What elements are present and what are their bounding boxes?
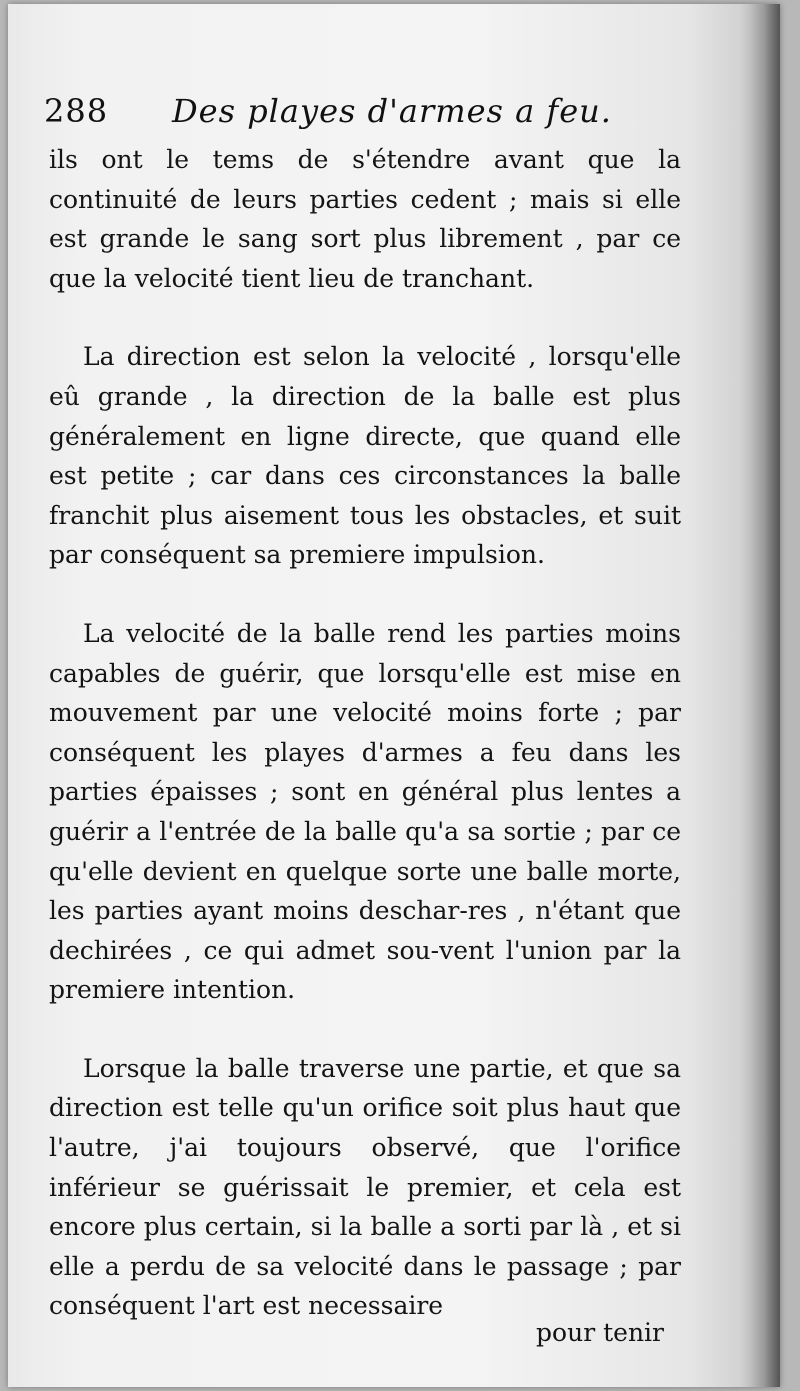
catchword: pour tenir <box>536 1318 664 1347</box>
paragraph-gap <box>49 575 681 614</box>
paragraph-velocity: La velocité de la balle rend les parties moins capables de guérir, que lorsqu'elle est mise en mouvement par une velocité moins forte ; par conséquent les playes d'armes a feu dans les parties épaisses ; sont en général plus lentes a guérir a l'entrée de la balle qu'a sa sortie ; par ce qu'elle devient en quelque sorte une balle morte, les parties ayant moins deschar-res , n'étant que dechirées , ce qui admet sou-vent l'union par la premiere intention. <box>49 618 681 1005</box>
running-title: Des playes d'armes a feu. <box>172 92 612 130</box>
binding-shadow <box>740 4 780 1387</box>
paragraph-direction: La direction est selon la velocité , lorsqu'elle eû grande , la direction de la balle est plus généralement en ligne directe, que quand elle est petite ; car dans ces circonstances la balle franchit plus aisement tous les obstacles, et suit par conséquent sa premiere impulsion. <box>49 342 681 570</box>
body-text <box>49 140 681 1326</box>
page-header <box>44 92 664 140</box>
book-page <box>8 4 780 1387</box>
paragraph-gap <box>49 1010 681 1049</box>
paragraph-continuation: ils ont le tems de s'étendre avant que la continuité de leurs parties cedent ; mais si elle est grande le sang sort plus librement , par ce que la velocité tient lieu de tranchant. <box>49 145 681 293</box>
paragraph-gap <box>49 298 681 337</box>
page-number: 288 <box>44 92 109 130</box>
paragraph-orifice: Lorsque la balle traverse une partie, et que sa direction est telle qu'un orifice soit plus haut que l'autre, j'ai toujours observé, que l'orifice inférieur se guérissait le premier, et cela est encore plus certain, si la balle a sorti par là , et si elle a perdu de sa velocité dans le passage ; par conséquent l'art est necessaire <box>49 1053 681 1321</box>
